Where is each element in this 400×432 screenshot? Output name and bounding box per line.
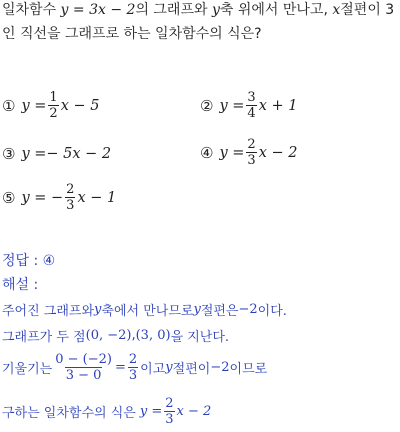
y-var: y (193, 302, 201, 317)
option-number: ① (2, 96, 16, 115)
x-var: x (332, 2, 341, 18)
question-text: 절편이 3 (340, 2, 395, 18)
fraction-denominator: 3 (247, 153, 256, 168)
option-2[interactable] (200, 90, 297, 121)
equals-sign: = (114, 360, 126, 375)
option-expr: − 5x − 2 (46, 146, 112, 162)
fraction-denominator: 3 − 0 (65, 368, 102, 383)
option-lhs: y = − (21, 189, 64, 206)
option-rest: x + 1 (258, 97, 298, 114)
explanation-text: 축에서 만나므로 (101, 304, 194, 319)
slope-fraction (54, 352, 113, 383)
fraction-numerator: 2 (66, 182, 75, 197)
option-lhs: y = (219, 97, 245, 114)
option-rest: x − 5 (60, 97, 100, 114)
explanation-text: 절편이 (172, 362, 211, 377)
explanation-text: , (131, 328, 136, 343)
answer-label: 정답 : ④ (2, 253, 56, 269)
given-equation: y = 3x − 2 (60, 2, 136, 18)
final-fraction (164, 396, 174, 427)
fraction-denominator: 3 (66, 198, 75, 213)
intercept-value: −2 (238, 302, 258, 317)
explanation-line-1 (2, 300, 287, 319)
explanation-text: 이고 (140, 362, 166, 377)
option-fraction (65, 182, 75, 213)
option-fraction (246, 90, 256, 121)
final-lhs: y = (139, 404, 163, 419)
question-text: 일차함수 (2, 2, 61, 18)
fraction-denominator: 4 (247, 106, 256, 121)
option-lhs: y = (21, 97, 47, 114)
question-text: 축 위에서 만나고, (219, 2, 333, 18)
fraction-numerator: 0 − (−2) (55, 352, 112, 367)
explanation-line-3 (2, 352, 267, 383)
y-var: y (165, 360, 173, 375)
explanation-line-2 (2, 326, 229, 345)
final-rest: x − 2 (176, 404, 212, 419)
point-2: (3, 0) (135, 328, 171, 343)
question-text: 의 그래프와 (135, 2, 212, 18)
explanation-text: 이므로 (229, 362, 268, 377)
option-4[interactable] (200, 137, 297, 168)
explanation-text: 주어진 그래프와 (2, 304, 95, 319)
fraction-numerator: 3 (247, 90, 256, 105)
fraction-denominator: 3 (128, 368, 138, 383)
explanation-text: 이다. (257, 304, 287, 319)
explanation-line-4 (2, 396, 211, 427)
option-number: ③ (2, 145, 16, 163)
explanation-text: 을 지난다. (170, 330, 230, 345)
point-1: (0, −2) (85, 328, 132, 343)
option-number: ⑤ (2, 188, 16, 207)
fraction-denominator: 2 (49, 106, 58, 121)
y-var: y (211, 2, 220, 18)
explanation-text: 그래프가 두 점 (2, 330, 86, 345)
option-rest: x − 1 (77, 189, 117, 206)
option-fraction (246, 137, 256, 168)
fraction-numerator: 1 (49, 90, 58, 105)
explanation-text: 구하는 일차함수의 식은 (2, 406, 136, 421)
fraction-numerator: 2 (165, 396, 174, 411)
fraction-numerator: 2 (247, 137, 256, 152)
question-line-1 (2, 0, 394, 20)
y-var: y (94, 302, 102, 317)
explanation-text: 기울기는 (2, 362, 53, 377)
option-5[interactable] (2, 182, 116, 213)
fraction-numerator: 2 (128, 352, 138, 367)
question-line-2: 인 직선을 그래프로 하는 일차함수의 식은? (2, 26, 262, 42)
intercept-value: −2 (210, 360, 230, 375)
explanation-text: 절편은 (200, 304, 239, 319)
option-1[interactable] (2, 90, 99, 121)
option-rest: x − 2 (258, 144, 298, 161)
fraction-denominator: 3 (165, 412, 174, 427)
option-lhs: y = (219, 144, 245, 161)
option-3[interactable] (2, 144, 111, 164)
slope-value-fraction (128, 352, 138, 383)
option-number: ④ (200, 143, 214, 162)
option-fraction (48, 90, 58, 121)
option-lhs: y = (21, 146, 47, 162)
option-number: ② (200, 96, 214, 115)
explanation-label: 해설 : (2, 277, 39, 293)
